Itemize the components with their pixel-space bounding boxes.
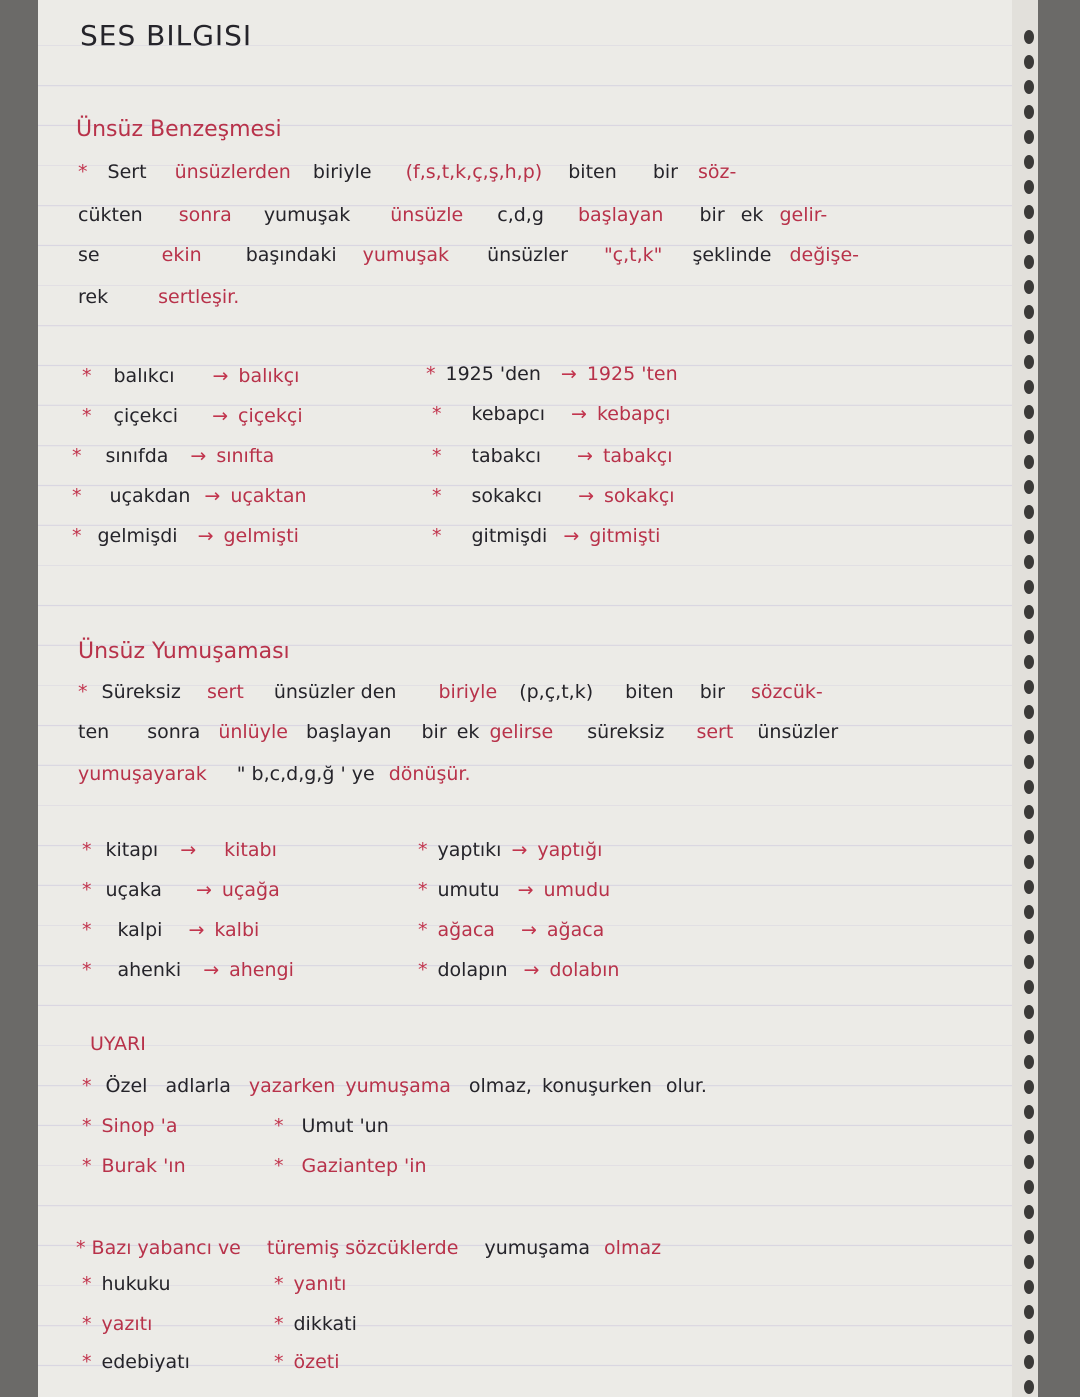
binder-hole	[1024, 855, 1034, 869]
binder-hole	[1024, 305, 1034, 319]
warning-example-right-1: * Umut 'un	[274, 1115, 389, 1137]
binder-hole	[1024, 780, 1034, 794]
binder-hole	[1024, 230, 1034, 244]
rule2-line-1: * Süreksiz sert ünsüzler den biriyle (p,ç,t,k) biten bir sözcük-	[78, 681, 823, 703]
binder-hole	[1024, 680, 1034, 694]
example2-right-2: * umutu → umudu	[418, 879, 611, 901]
binder-hole	[1024, 905, 1034, 919]
example-right-4: * sokakcı → sokakçı	[432, 485, 675, 507]
section-heading-unsuz-benzesmesi: Ünsüz Benzeşmesi	[76, 117, 282, 142]
binder-hole	[1024, 330, 1034, 344]
binder-hole	[1024, 705, 1034, 719]
binder-hole	[1024, 430, 1034, 444]
binder-hole	[1024, 1055, 1034, 1069]
foreign-example-right-1: * yanıtı	[274, 1273, 347, 1295]
example2-right-1: * yaptıkı → yaptığı	[418, 839, 603, 861]
example-right-1: * 1925 'den → 1925 'ten	[426, 363, 678, 385]
notebook-page	[38, 0, 1038, 1397]
binder-hole	[1024, 655, 1034, 669]
example2-right-4: * dolapın → dolabın	[418, 959, 620, 981]
binder-hole	[1024, 930, 1034, 944]
foreign-example-left-2: * yazıtı	[82, 1313, 153, 1335]
rule-line-2: cükten sonra yumuşak ünsüzle c,d,g başlayan bir ek gelir-	[78, 204, 828, 226]
binder-hole	[1024, 1105, 1034, 1119]
binder-hole	[1024, 730, 1034, 744]
example-right-5: * gitmişdi → gitmişti	[432, 525, 661, 547]
foreign-example-right-2: * dikkati	[274, 1313, 357, 1335]
foreign-example-right-3: * özeti	[274, 1351, 340, 1373]
binder-hole	[1024, 1380, 1034, 1394]
binder-hole	[1024, 480, 1034, 494]
foreign-line: * Bazı yabancı ve türemiş sözcüklerde yumuşama olmaz	[76, 1237, 662, 1259]
example-left-3: * sınıfda → sınıfta	[72, 445, 275, 467]
binder-hole	[1024, 355, 1034, 369]
binder-hole	[1024, 55, 1034, 69]
rule2-line-3: yumuşayarak " b,c,d,g,ğ ' ye dönüşür.	[78, 763, 471, 785]
example2-left-2: * uçaka → uçağa	[82, 879, 280, 901]
page-title: SES BILGISI	[80, 19, 253, 52]
warning-line: * Özel adlarla yazarken yumuşama olmaz, konuşurken olur.	[82, 1075, 707, 1097]
binder-hole	[1024, 1030, 1034, 1044]
example-right-3: * tabakcı → tabakçı	[432, 445, 673, 467]
example-left-5: * gelmişdi → gelmişti	[72, 525, 299, 547]
section-heading-unsuz-yumusamasi: Ünsüz Yumuşaması	[78, 639, 290, 664]
example-left-2: * çiçekci → çiçekçi	[82, 405, 303, 427]
binder-hole	[1024, 1130, 1034, 1144]
example2-right-3: * ağaca → ağaca	[418, 919, 605, 941]
rule2-line-2: ten sonra ünlüyle başlayan bir ek gelirse süreksiz sert ünsüzler	[78, 721, 839, 743]
rule-line-4: rek sertleşir.	[78, 286, 240, 308]
binder-hole	[1024, 505, 1034, 519]
binder-hole	[1024, 280, 1034, 294]
foreign-example-left-1: * hukuku	[82, 1273, 171, 1295]
binder-hole	[1024, 1355, 1034, 1369]
binder-hole	[1024, 80, 1034, 94]
binder-hole	[1024, 530, 1034, 544]
binder-hole	[1024, 880, 1034, 894]
binder-hole	[1024, 1230, 1034, 1244]
binder-hole	[1024, 405, 1034, 419]
example-left-1: * balıkcı → balıkçı	[82, 365, 300, 387]
binder-hole	[1024, 580, 1034, 594]
warning-example-right-2: * Gaziantep 'in	[274, 1155, 427, 1177]
binder-hole	[1024, 1080, 1034, 1094]
binder-hole	[1024, 155, 1034, 169]
binder-hole	[1024, 955, 1034, 969]
binder-hole	[1024, 605, 1034, 619]
rule-line-3: se ekin başındaki yumuşak ünsüzler "ç,t,k" şeklinde değişe-	[78, 244, 859, 266]
binder-hole	[1024, 1205, 1034, 1219]
binder-hole	[1024, 755, 1034, 769]
binder-hole	[1024, 830, 1034, 844]
binder-hole	[1024, 380, 1034, 394]
binder-holes	[1012, 0, 1038, 1397]
binder-hole	[1024, 205, 1034, 219]
example2-left-1: * kitapı → kitabı	[82, 839, 277, 861]
example2-left-3: * kalpi → kalbi	[82, 919, 260, 941]
binder-hole	[1024, 1005, 1034, 1019]
example-right-2: * kebapcı → kebapçı	[432, 403, 671, 425]
warning-example-left-2: * Burak 'ın	[82, 1155, 186, 1177]
binder-hole	[1024, 1155, 1034, 1169]
example2-left-4: * ahenki → ahengi	[82, 959, 294, 981]
binder-hole	[1024, 180, 1034, 194]
warning-example-left-1: * Sinop 'a	[82, 1115, 178, 1137]
binder-hole	[1024, 555, 1034, 569]
binder-hole	[1024, 980, 1034, 994]
binder-hole	[1024, 1305, 1034, 1319]
binder-hole	[1024, 255, 1034, 269]
binder-hole	[1024, 455, 1034, 469]
binder-hole	[1024, 30, 1034, 44]
example-left-4: * uçakdan → uçaktan	[72, 485, 307, 507]
binder-hole	[1024, 805, 1034, 819]
binder-hole	[1024, 630, 1034, 644]
rule-line-1: * Sert ünsüzlerden biriyle (f,s,t,k,ç,ş,h,p) biten bir söz-	[78, 161, 737, 183]
warning-label: UYARI	[90, 1033, 146, 1055]
bullet-star: *	[78, 161, 88, 183]
binder-hole	[1024, 1330, 1034, 1344]
binder-hole	[1024, 1180, 1034, 1194]
binder-hole	[1024, 1280, 1034, 1294]
binder-hole	[1024, 105, 1034, 119]
foreign-example-left-3: * edebiyatı	[82, 1351, 190, 1373]
binder-hole	[1024, 130, 1034, 144]
binder-hole	[1024, 1255, 1034, 1269]
